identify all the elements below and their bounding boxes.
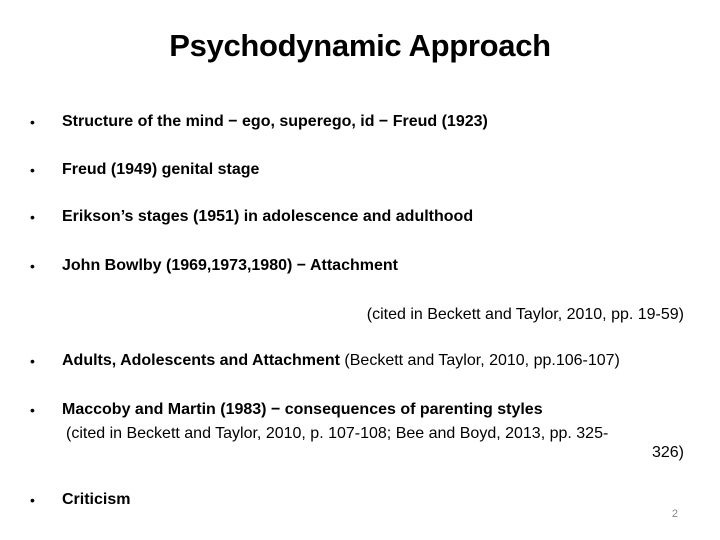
bowlby-citation: (cited in Beckett and Taylor, 2010, pp. 19-59)	[366, 306, 684, 323]
maccoby-citation	[66, 424, 684, 462]
bullet-icon: •	[30, 162, 35, 178]
bullet-text: John Bowlby (1969,1973,1980) − Attachment	[62, 257, 398, 274]
maccoby-citation-line2: 326)	[651, 444, 684, 461]
bullet-text: Structure of the mind − ego, superego, id − Freud (1923)	[62, 113, 488, 130]
bullet-icon: •	[30, 353, 35, 369]
bullet-text-citation: (Beckett and Taylor, 2010, pp.106-107)	[339, 352, 620, 369]
maccoby-citation-line1: (cited in Beckett and Taylor, 2010, p. 107-108; Bee and Boyd, 2013, pp. 325-	[66, 425, 609, 442]
bullet-text-strong: Adults, Adolescents and Attachment	[62, 352, 340, 369]
bullet-text	[62, 351, 620, 371]
bullet-text: Maccoby and Martin (1983) − consequences of parenting styles	[62, 401, 543, 418]
bullet-icon: •	[30, 114, 35, 130]
bullet-icon: •	[30, 402, 35, 418]
slide-title: Psychodynamic Approach	[169, 28, 551, 63]
page-number: 2	[671, 508, 678, 520]
bullet-text: Criticism	[62, 491, 131, 508]
bullet-icon: •	[30, 258, 35, 274]
bullet-icon: •	[30, 492, 35, 508]
bullet-icon: •	[30, 209, 35, 225]
bullet-text: Freud (1949) genital stage	[62, 161, 260, 178]
bullet-text: Erikson’s stages (1951) in adolescence and adulthood	[62, 208, 474, 225]
